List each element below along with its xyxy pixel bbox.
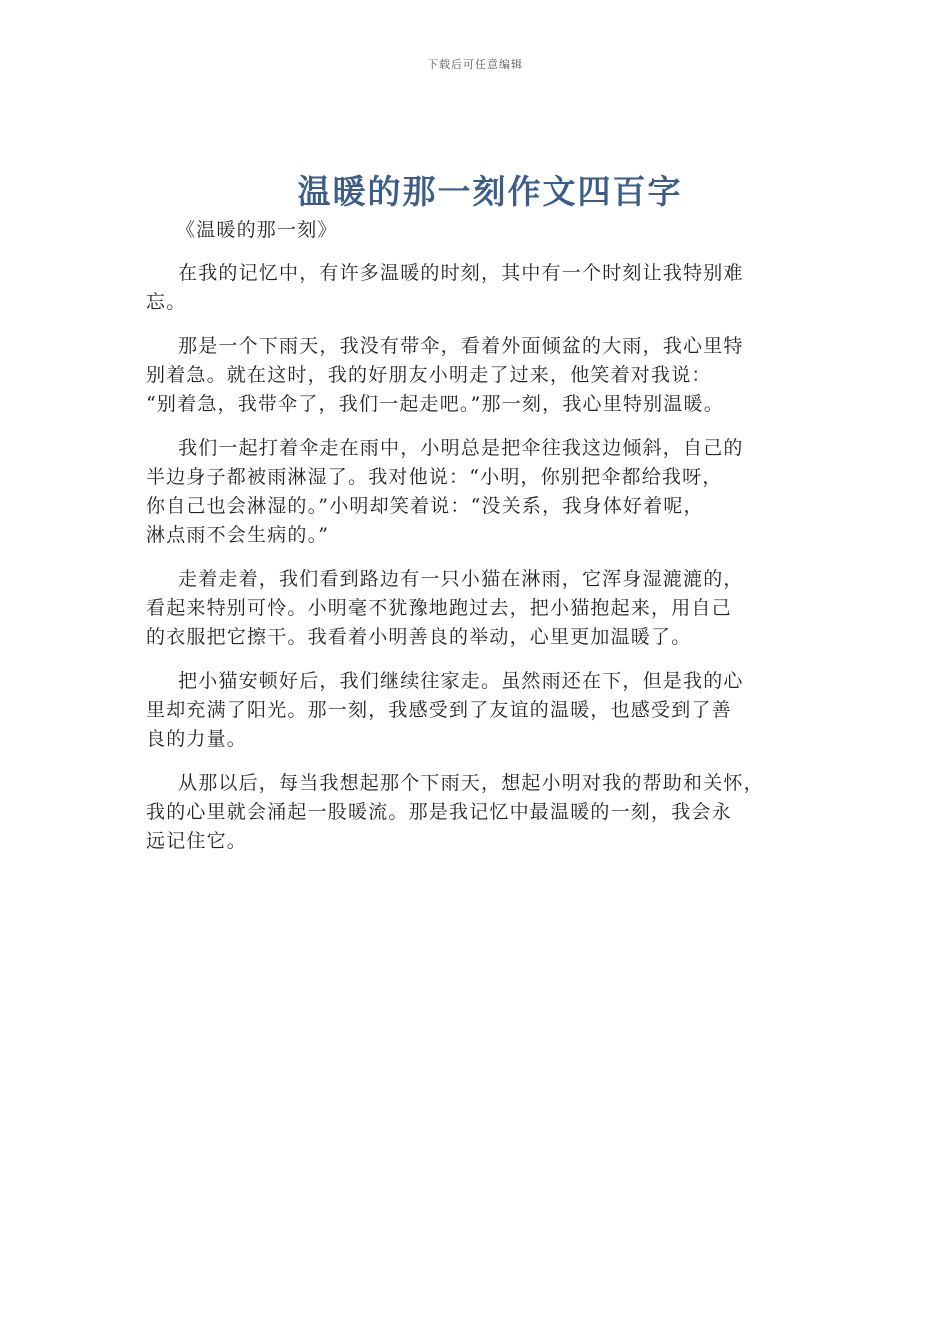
paragraph-2	[146, 332, 810, 419]
paragraph-line: 良的力量。	[146, 728, 248, 750]
paragraph-line: 的衣服把它擦干。我看着小明善良的举动，心里更加温暖了。	[146, 626, 692, 648]
paragraph-line: 走着走着，我们看到路边有一只小猫在淋雨，它浑身湿漉漉的，	[178, 568, 744, 590]
paragraph-5	[146, 667, 810, 754]
paragraph-line: 看起来特别可怜。小明毫不犹豫地跑过去，把小猫抱起来，用自己	[146, 597, 732, 619]
document-body	[146, 216, 810, 871]
paragraph-line: 那是一个下雨天，我没有带伞，看着外面倾盆的大雨，我心里特	[178, 335, 744, 357]
paragraph-1	[146, 259, 810, 317]
paragraph-line: 你自己也会淋湿的。”小明却笑着说：“没关系，我身体好着呢，	[146, 495, 704, 517]
header-note: 下载后可任意编辑	[427, 58, 523, 71]
paragraph-line: 忘。	[146, 291, 187, 313]
paragraph-line: 把小猫安顿好后，我们继续往家走。虽然雨还在下，但是我的心	[178, 670, 744, 692]
paragraph-4	[146, 565, 810, 652]
paragraph-line: 我的心里就会涌起一股暖流。那是我记忆中最温暖的一刻，我会永	[146, 801, 732, 823]
paragraph-line: “别着急，我带伞了，我们一起走吧。”那一刻，我心里特别温暖。	[146, 393, 724, 415]
paragraph-line: 别着急。就在这时，我的好朋友小明走了过来，他笑着对我说：	[146, 364, 712, 386]
paragraph-line: 在我的记忆中，有许多温暖的时刻，其中有一个时刻让我特别难	[178, 262, 744, 284]
paragraph-3	[146, 434, 810, 550]
paragraph-line: 里却充满了阳光。那一刻，我感受到了友谊的温暖，也感受到了善	[146, 699, 732, 721]
document-title: 温暖的那一刻作文四百字	[297, 172, 683, 211]
paragraph-line: 我们一起打着伞走在雨中，小明总是把伞往我这边倾斜，自己的	[178, 437, 744, 459]
paragraph-line: 从那以后，每当我想起那个下雨天，想起小明对我的帮助和关怀，	[178, 772, 764, 794]
paragraph-6	[146, 769, 810, 856]
essay-subtitle: 《温暖的那一刻》	[176, 219, 338, 241]
paragraph-line: 半边身子都被雨淋湿了。我对他说：“小明，你别把伞都给我呀，	[146, 466, 723, 488]
paragraph-line: 淋点雨不会生病的。”	[146, 524, 330, 546]
paragraph-line: 远记住它。	[146, 830, 248, 852]
